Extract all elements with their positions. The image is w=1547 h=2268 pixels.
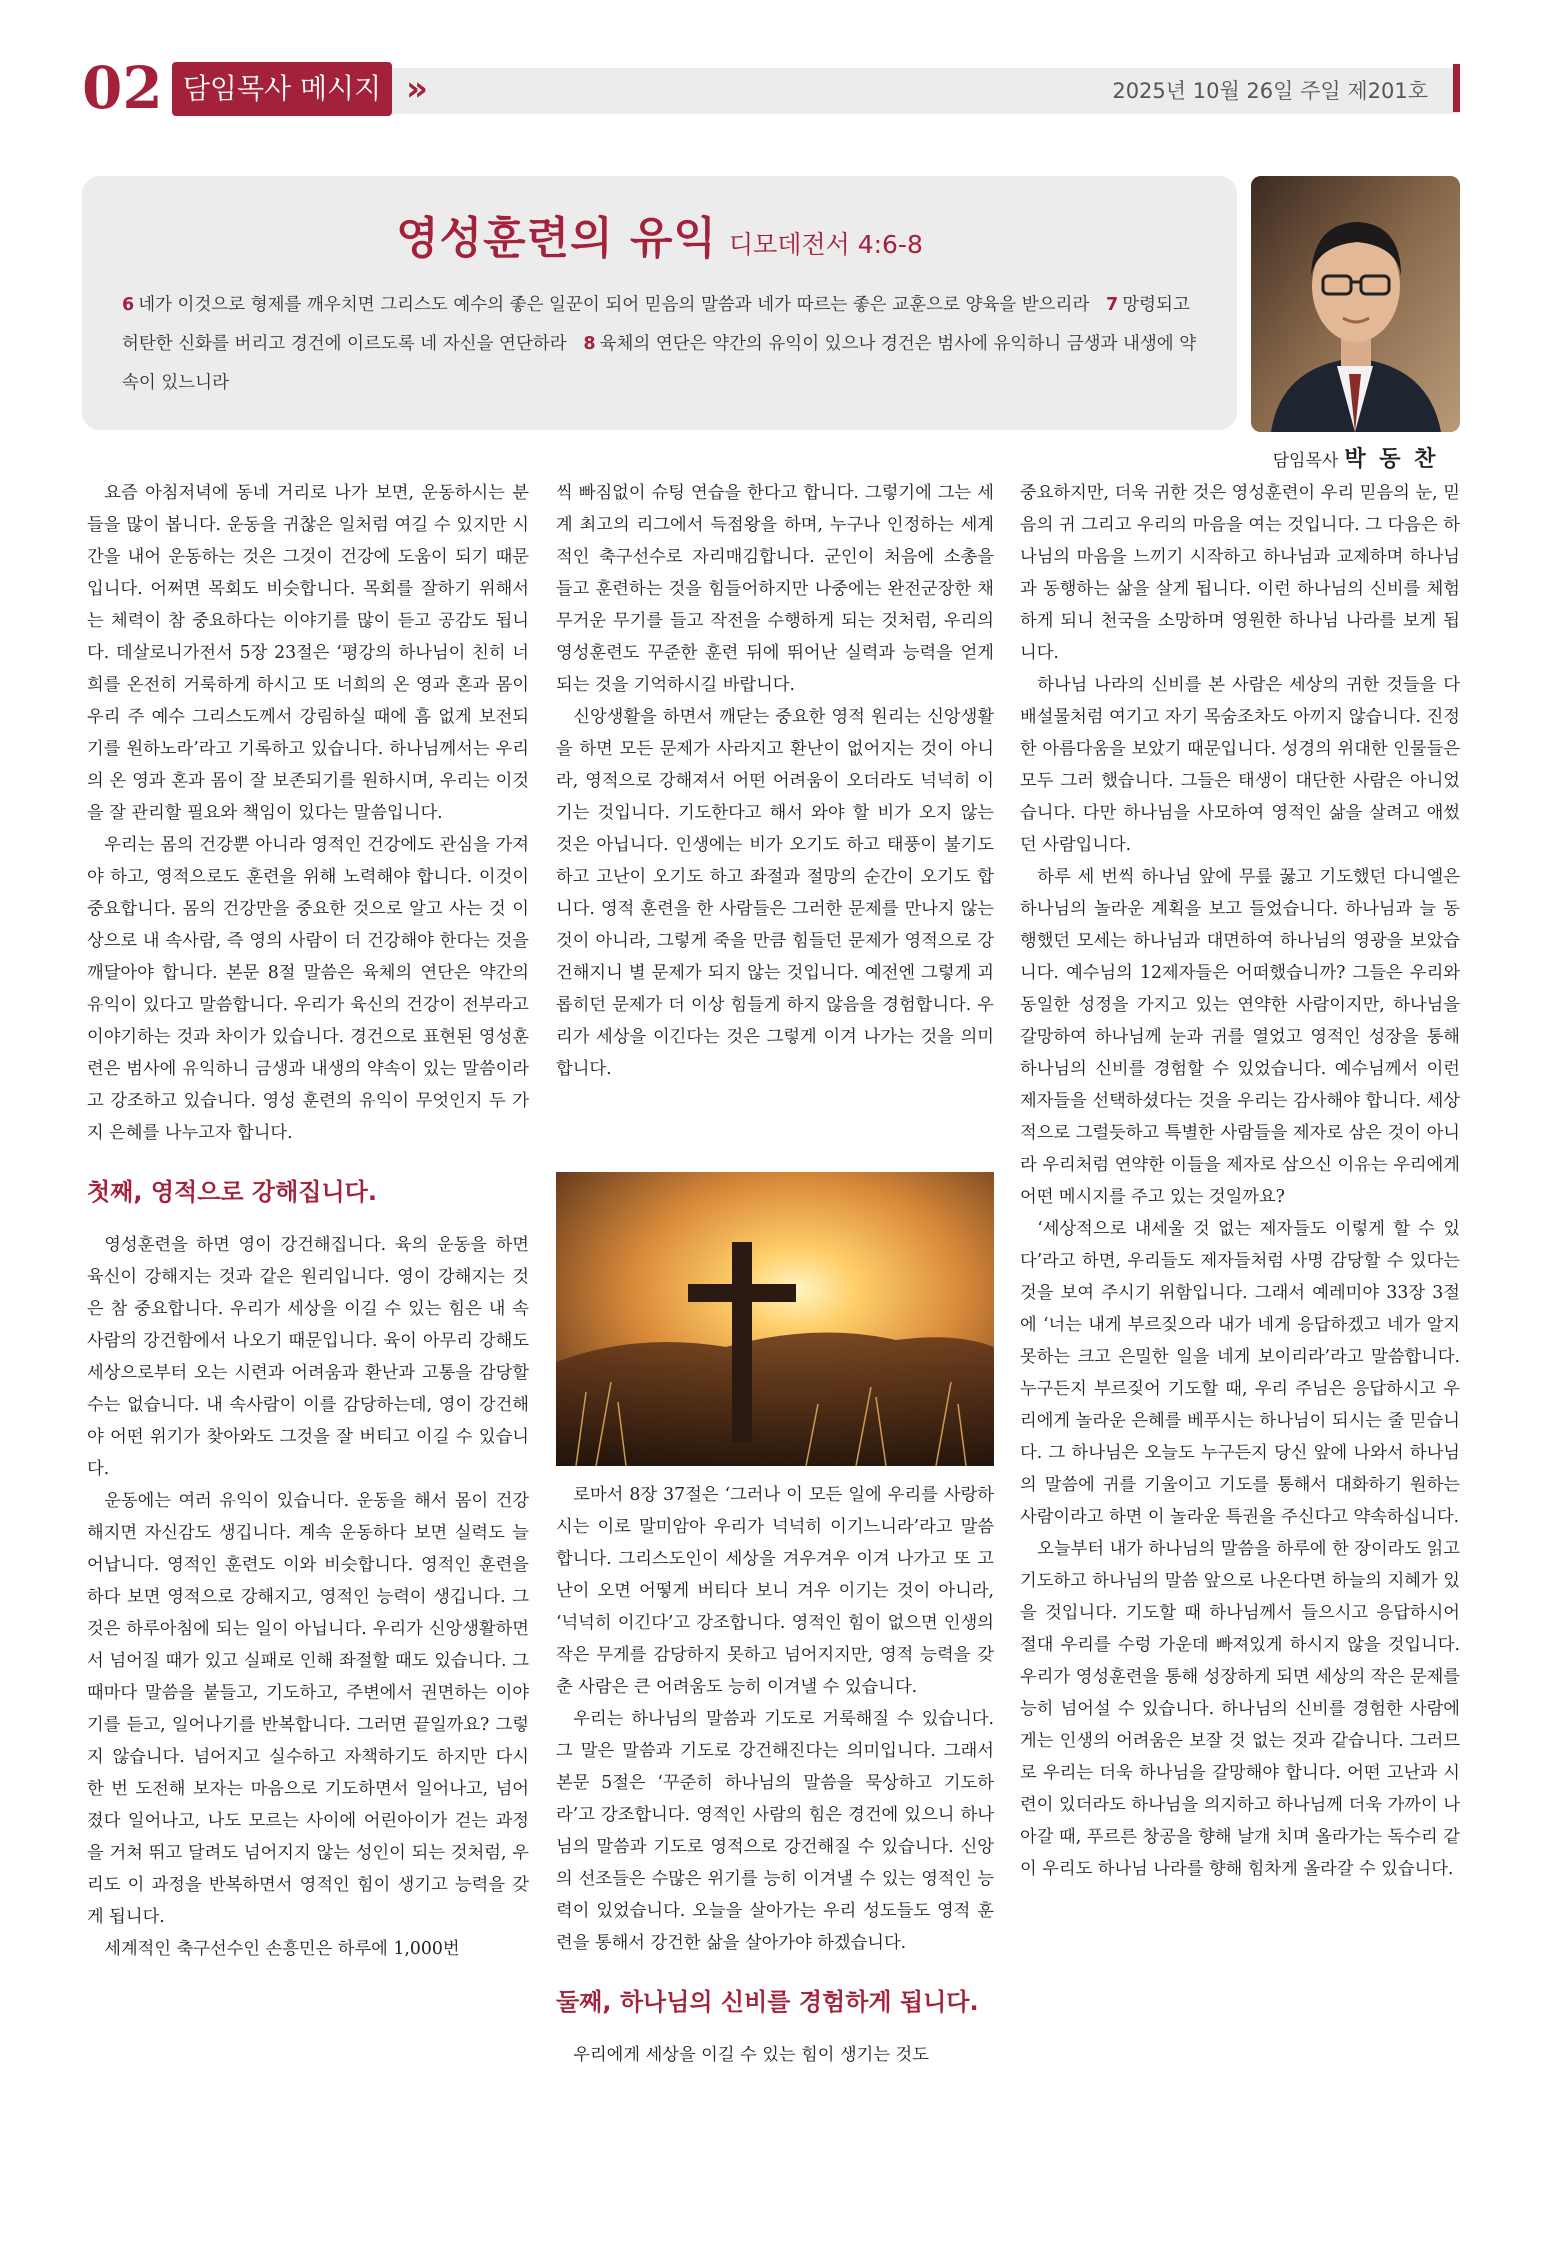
pastor-photo [1251, 176, 1460, 432]
paragraph: 신앙생활을 하면서 깨닫는 중요한 영적 원리는 신앙생활을 하면 모든 문제가 사라지고 환난이 없어지는 것이 아니라, 영적으로 강해져서 어떤 어려움이 오더라도 넉넉히 이기는 것입니다. 기도한다고 해서 와야 할 비가 오지 않는 것은 아닙니다. 인생에는 비가 오기도 하고 태풍이 불기도 하고 고난이 오기도 하고 좌절과 절망의 순간이 오기도 합니다. 영적 훈련을 한 사람들은 그러한 문제를 만나지 않는 것이 아니라, 그렇게 죽을 만큼 힘들던 문제가 영적으로 강건해지니 별 문제가 되지 않는 것입니다. 예전엔 그렇게 괴롭히던 문제가 더 이상 힘들게 하지 않음을 경험합니다. 우리가 세상을 이긴다는 것은 그렇게 이겨 나가는 것을 의미합니다. [556, 707, 994, 1079]
paragraph: 우리는 몸의 건강뿐 아니라 영적인 건강에도 관심을 가져야 하고, 영적으로도 훈련을 위해 노력해야 합니다. 이것이 중요합니다. 몸의 건강만을 중요한 것으로 알고 사는 것 이상으로 내 속사람, 즉 영의 사람이 더 건강해야 한다는 것을 깨달아야 합니다. 본문 8절 말씀은 육체의 연단은 약간의 유익이 있다고 말씀합니다. 우리가 육신의 건강이 전부라고 이야기하는 것과 차이가 있습니다. 경건으로 표현된 영성훈련은 범사에 유익하니 금생과 내생의 약속이 있는 말씀이라고 강조하고 있습니다. 영성 훈련의 유익이 무엇인지 두 가지 은혜를 나누고자 합니다. [87, 835, 529, 1143]
paragraph: 영성훈련을 하면 영이 강건해집니다. 육의 운동을 하면 육신이 강해지는 것과 같은 원리입니다. 영이 강해지는 것은 참 중요합니다. 우리가 세상을 이길 수 있는 힘은 내 속사람의 강건함에서 나오기 때문입니다. 육이 아무리 강해도 세상으로부터 오는 시련과 어려움과 환난과 고통을 감당할 수는 없습니다. 내 속사람이 이를 감당하는데, 영이 강건해야 어떤 위기가 찾아와도 그것을 잘 버티고 이길 수 있습니다. [87, 1235, 529, 1479]
paragraph: 로마서 8장 37절은 ‘그러나 이 모든 일에 우리를 사랑하시는 이로 말미암아 우리가 넉넉히 이기느니라’라고 말씀합니다. 그리스도인이 세상을 겨우겨우 이겨 나가고 또 고난이 오면 어떻게 버티다 보니 겨우 이기는 것이 아니라, ‘넉넉히 이긴다’고 강조합니다. 영적인 힘이 없으면 인생의 작은 무게를 감당하지 못하고 넘어지지만, 영적 능력을 갖춘 사람은 큰 어려움도 능히 이겨낼 수 있습니다. [556, 1485, 994, 1697]
cross-illustration [556, 1172, 994, 1466]
paragraph: 씩 빠짐없이 슈팅 연습을 한다고 합니다. 그렇기에 그는 세계 최고의 리그에서 득점왕을 하며, 누구나 인정하는 세계적인 축구선수로 자리매김합니다. 군인이 처음에 소총을 들고 훈련하는 것을 힘들어하지만 나중에는 완전군장한 채 무거운 무기를 들고 작전을 수행하게 되는 것처럼, 우리의 영성훈련도 꾸준한 훈련 뒤에 뛰어난 실력과 능력을 얻게 되는 것을 기억하시길 바랍니다. [556, 483, 994, 695]
paragraph: 세계적인 축구선수인 손흥민은 하루에 1,000번 [104, 1939, 460, 1959]
paragraph: 오늘부터 내가 하나님의 말씀을 하루에 한 장이라도 읽고 기도하고 하나님의 말씀 앞으로 나온다면 하늘의 지혜가 있을 것입니다. 기도할 때 하나님께서 들으시고 응답하시어 절대 우리를 수렁 가운데 빠져있게 하시지 않을 것입니다. 우리가 영성훈련을 통해 성장하게 되면 세상의 작은 문제를 능히 넘어설 수 있습니다. 하나님의 신비를 경험한 사람에게는 인생의 어려움은 보잘 것 없는 것과 같습니다. 그러므로 우리는 더욱 하나님을 갈망해야 합니다. 어떤 고난과 시련이 있더라도 하나님을 의지하고 하나님께 더욱 가까이 나아갈 때, 푸르른 창공을 향해 날개 치며 올라가는 독수리 같이 우리도 하나님 나라를 향해 힘차게 올라갈 수 있습니다. [1020, 1539, 1460, 1879]
pastor-portrait-image [1251, 176, 1460, 432]
page-header [82, 54, 1460, 122]
paragraph: 하루 세 번씩 하나님 앞에 무릎 꿇고 기도했던 다니엘은 하나님의 놀라운 계획을 보고 들었습니다. 하나님과 늘 동행했던 모세는 하나님과 대면하여 하나님의 영광을 보았습니다. 예수님의 12제자들은 어떠했습니까? 그들은 우리와 동일한 성정을 가지고 있는 연약한 사람이지만, 하나님을 갈망하여 하나님께 눈과 귀를 열었고 영적인 성장을 통해 하나님의 신비를 경험할 수 있었습니다. 예수님께서 이런 제자들을 선택하셨다는 것을 우리는 감사해야 합니다. 세상적으로 그럴듯하고 특별한 사람들을 제자로 삼은 것이 아니라 우리처럼 연약한 이들을 제자로 삼으신 이유는 우리에게 어떤 메시지를 주고 있는 것일까요? [1020, 867, 1460, 1207]
pastor-role: 담임목사 [1272, 451, 1339, 471]
verse-text: 네가 이것으로 형제를 깨우치면 그리스도 예수의 좋은 일꾼이 되어 믿음의 말씀과 네가 따르는 좋은 교훈으로 양육을 받으리라 [138, 295, 1090, 315]
sermon-title-row [82, 202, 1237, 266]
verse-number: 7 [1106, 295, 1119, 315]
issue-date: 2025년 10월 26일 주일 제201호 [1112, 79, 1428, 103]
verse-text: 육체의 연단은 약간의 유익이 있으나 경건은 범사에 유익하니 금생과 내생에 약속이 있느니라 [122, 334, 1197, 393]
subheading-2: 둘째, 하나님의 신비를 경험하게 됩니다. [556, 1988, 979, 2016]
verse-text: 망령되고 허탄한 신화를 버리고 경건에 이르도록 네 자신을 연단하라 [122, 295, 1190, 354]
paragraph: 우리는 하나님의 말씀과 기도로 거룩해질 수 있습니다. 그 말은 말씀과 기도로 강건해진다는 의미입니다. 그래서 본문 5절은 ‘꾸준히 하나님의 말씀을 묵상하고 기도하라’고 강조합니다. 영적인 사람의 힘은 경건에 있으니 하나님의 말씀과 기도로 영적으로 강건해질 수 있습니다. 신앙의 선조들은 수많은 위기를 능히 이겨낼 수 있는 영적인 능력이 있었습니다. 오늘을 살아가는 우리 성도들도 영적 훈련을 통해서 강건한 삶을 살아가야 하겠습니다. [556, 1709, 994, 1953]
pastor-caption [1251, 442, 1460, 473]
verse-number: 6 [122, 295, 135, 315]
pastor-name: 박 동 찬 [1344, 447, 1439, 472]
article-column-3 [1020, 477, 1460, 1885]
cross-sunset-image [556, 1172, 994, 1466]
section-label: 담임목사 메시지 [172, 62, 392, 116]
article-column-2-lower [556, 1479, 994, 2071]
paragraph: 요즘 아침저녁에 동네 거리로 나가 보면, 운동하시는 분들을 많이 봅니다. 운동을 귀찮은 일처럼 여길 수 있지만 시간을 내어 운동하는 것은 그것이 건강에 도움이 되기 때문입니다. 어쩌면 목회도 비슷합니다. 목회를 잘하기 위해서는 체력이 참 중요하다는 이야기를 많이 듣고 공감도 됩니다. 데살로니가전서 5장 23절은 ‘평강의 하나님이 친히 너희를 온전히 거룩하게 하시고 또 너희의 온 영과 혼과 몸이 우리 주 예수 그리스도께서 강림하실 때에 흠 없게 보전되기를 원하노라’라고 기록하고 있습니다. 하나님께서는 우리의 온 영과 혼과 몸이 잘 보존되기를 원하시며, 우리는 이것을 잘 관리할 필요와 책임이 있다는 말씀입니다. [87, 483, 529, 823]
sermon-title: 영성훈련의 유익 [396, 213, 717, 264]
scripture-reference: 디모데전서 4:6-8 [729, 230, 923, 259]
verse-number: 8 [583, 334, 596, 354]
header-accent-bar [1453, 64, 1460, 112]
paragraph: 중요하지만, 더욱 귀한 것은 영성훈련이 우리 믿음의 눈, 믿음의 귀 그리고 우리의 마음을 여는 것입니다. 그 다음은 하나님의 마음을 느끼기 시작하고 하나님과 교제하며 하나님과 동행하는 삶을 살게 됩니다. 이런 하나님의 신비를 체험하게 되니 천국을 소망하며 영원한 하나님 나라를 보게 됩니다. [1020, 483, 1460, 663]
article-column-1 [87, 477, 529, 1965]
paragraph: ‘세상적으로 내세울 것 없는 제자들도 이렇게 할 수 있다’라고 하면, 우리들도 제자들처럼 사명 감당할 수 있다는 것을 보여 주시기 위함입니다. 그래서 예레미야 33장 3절에 ‘너는 내게 부르짖으라 내가 네게 응답하겠고 네가 알지 못하는 크고 은밀한 일을 네게 보이리라’라고 말씀합니다. 누구든지 부르짖어 기도할 때, 우리 주님은 응답하시고 우리에게 놀라운 은혜를 베푸시는 하나님이 되시는 줄 믿습니다. 그 하나님은 오늘도 누구든지 당신 앞에 나와서 하나님의 말씀에 귀를 기울이고 기도를 통해서 대화하기 원하는 사람이라고 하면 이 놀라운 특권을 주신다고 약속하십니다. [1020, 1219, 1460, 1527]
scripture-box [82, 176, 1237, 430]
paragraph: 하나님 나라의 신비를 본 사람은 세상의 귀한 것들을 다 배설물처럼 여기고 자기 목숨조차도 아끼지 않습니다. 진정한 아름다움을 보았기 때문입니다. 성경의 위대한 인물들은 모두 그러 했습니다. 그들은 태생이 대단한 사람은 아니었습니다. 다만 하나님을 사모하여 영적인 삶을 살려고 애썼던 사람입니다. [1020, 675, 1460, 855]
page-number: 02 [82, 54, 163, 122]
subheading-1: 첫째, 영적으로 강해집니다. [87, 1178, 377, 1206]
scripture-verses [122, 286, 1202, 403]
paragraph: 운동에는 여러 유익이 있습니다. 운동을 해서 몸이 건강해지면 자신감도 생깁니다. 계속 운동하다 보면 실력도 늘어납니다. 영적인 훈련도 이와 비슷합니다. 영적인 훈련을 하다 보면 영적으로 강해지고, 영적인 능력이 생깁니다. 그것은 하루아침에 되는 일이 아닙니다. 우리가 신앙생활하면서 넘어질 때가 있고 실패로 인해 좌절할 때도 있습니다. 그때마다 말씀을 붙들고, 기도하고, 주변에서 권면하는 이야기를 듣고, 일어나기를 반복합니다. 그러면 끝일까요? 그렇지 않습니다. 넘어지고 실수하고 자책하기도 하지만 다시 한 번 도전해 보자는 마음으로 기도하면서 일어나고, 넘어졌다 일어나고, 나도 모르는 사이에 어린아이가 걷는 과정을 거쳐 뛰고 달려도 넘어지지 않는 성인이 되는 것처럼, 우리도 이 과정을 반복하면서 영적인 힘이 생기고 능력을 갖게 됩니다. [87, 1491, 529, 1927]
article-column-2 [556, 477, 994, 1085]
paragraph: 우리에게 세상을 이길 수 있는 힘이 생기는 것도 [573, 2045, 929, 2065]
double-chevron-right-icon: » [406, 69, 428, 109]
